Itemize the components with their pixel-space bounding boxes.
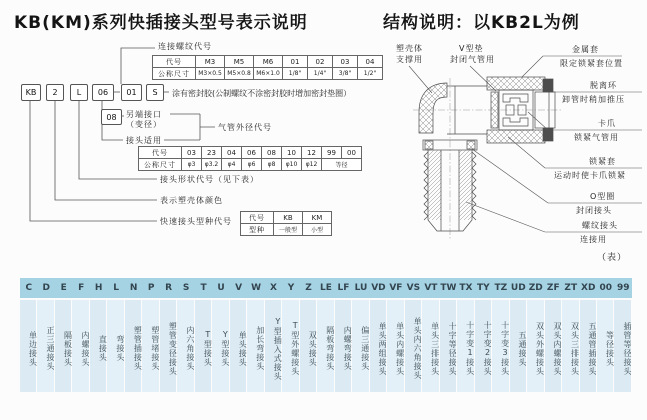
series-type-label: 快速接头型种代号 (160, 217, 232, 226)
type-code: KB (274, 212, 303, 224)
right-section-title: 结构说明：以KB2L为例 (383, 13, 580, 33)
shape-code-letter: S (182, 283, 190, 293)
shape-code-description: T型接头 (195, 300, 211, 392)
shape-code-letter: LF (337, 283, 350, 293)
shape-code-table (20, 278, 632, 392)
thread-code: M6 (254, 56, 283, 68)
thread-joint-label: 螺纹接头 (582, 221, 618, 230)
shape-code-description: 偏三通接头 (352, 300, 368, 392)
shape-code-letter: LU (354, 283, 368, 293)
tube-code: 06 (242, 147, 262, 159)
type-table-kind-header: 型种 (241, 224, 274, 236)
thread-size: M5×0.8 (225, 68, 254, 80)
shape-code-letter: VS (406, 283, 421, 293)
v-pad-shape (491, 92, 498, 128)
shape-code-description: 正三通接头 (37, 300, 53, 392)
seal-note: 涂有密封胶(公制螺纹不涂密封胶时增加密封垫圈） (172, 89, 352, 98)
thread-size: 1/8" (283, 68, 308, 80)
thread-size: 1/2" (358, 68, 383, 80)
shape-code-description: 十字等径接头 (440, 300, 456, 392)
shape-code-description: 单边接头 (20, 300, 36, 392)
shape-code-letter: V (235, 283, 243, 293)
thread-joint-desc: 连接用 (580, 235, 607, 244)
claw-desc: 锁紧气管用 (574, 133, 619, 142)
shape-code-description: 单头接头 (230, 300, 246, 392)
tube-od-label: 气管外径代号 (218, 123, 272, 132)
thread-code: 02 (308, 56, 333, 68)
shape-code-description: 双头外螺接头 (527, 300, 543, 392)
shape-code-letter: ZT (564, 283, 578, 293)
code-box-thread: 01 (121, 84, 142, 101)
tube-size: φ6 (242, 159, 262, 171)
shape-code-letter: R (165, 283, 173, 293)
shape-code-letter: E (60, 283, 67, 293)
shape-code-description: 加长弯接头 (247, 300, 263, 392)
shape-code-letter: Y (287, 283, 295, 293)
elbow-fitting-drawing (413, 77, 562, 240)
shape-code-description: 塑管堵接头 (142, 300, 158, 392)
metal-sleeve-bottom (487, 130, 545, 143)
tube-od-table (138, 146, 362, 171)
other-end-sub-label: （变径） (126, 120, 162, 129)
thread-size: 3/8" (333, 68, 358, 80)
shape-code-description: 单头两组接头 (370, 300, 386, 392)
shape-code-label: 接头形状代号（见下表） (160, 175, 259, 184)
shape-code-letter: F (78, 283, 85, 293)
type-kind: 一般型 (274, 224, 303, 236)
shape-code-description: 弯接头 (107, 300, 123, 392)
shape-code-letter: TW (440, 283, 457, 293)
shape-code-description: 内六角接头 (177, 300, 193, 392)
thread-table-header: 代号 (153, 56, 196, 68)
thread-size: M3×0.5 (196, 68, 225, 80)
shape-code-letter: VT (424, 283, 438, 293)
tube-size: φ8 (262, 159, 282, 171)
shape-code-description: Y型插入式接头 (265, 300, 281, 392)
shape-code-description: 单头内六角接头 (405, 300, 421, 392)
thread-size: 1/4" (308, 68, 333, 80)
shape-code-description: 塑管变径接头 (160, 300, 176, 392)
shape-code-body-row (20, 300, 632, 392)
code-box-color: 2 (46, 84, 64, 101)
shape-code-letter: L (113, 283, 120, 293)
thread-code: 01 (283, 56, 308, 68)
shape-code-description: 十字变1接头 (457, 300, 473, 392)
thread-size: M6×1.0 (254, 68, 283, 80)
shell-label: 塑壳体 (396, 44, 423, 53)
tube-code: 12 (302, 147, 322, 159)
tube-size: φ12 (302, 159, 322, 171)
shape-code-description: 双头三排接头 (562, 300, 578, 392)
release-ring-desc: 卸管时稍加推压 (562, 95, 625, 104)
tube-code: 04 (222, 147, 242, 159)
shape-code-letter: TX (459, 283, 473, 293)
shape-code-description: 内螺接头 (72, 300, 88, 392)
shape-code-letter: 00 (599, 283, 612, 293)
claw-bottom (503, 118, 528, 126)
shape-code-description: 双头内螺接头 (545, 300, 561, 392)
tube-code: 08 (262, 147, 282, 159)
shape-code-letter: ZD (528, 283, 543, 293)
other-end-label: 另端接口 (126, 110, 162, 119)
vpad-desc: 封闭气管用 (450, 55, 495, 64)
thread-zigzag-right (472, 152, 476, 220)
thread-code: M3 (196, 56, 225, 68)
release-ring-label: 脱离环 (590, 81, 617, 90)
shape-code-letter: T (200, 283, 207, 293)
lock-sleeve-label: 锁紧套 (589, 157, 616, 166)
code-box-seal: S (146, 84, 164, 101)
thread-zigzag-left (424, 152, 428, 220)
tube-size: φ10 (282, 159, 302, 171)
shape-code-description: Y型接头 (212, 300, 228, 392)
shape-code-letter: 99 (616, 283, 630, 293)
shape-code-description: 十字变3接头 (492, 300, 508, 392)
tube-code: 99 (322, 147, 342, 159)
code-box-shape: L (70, 84, 88, 101)
shell-desc: 支撑用 (396, 55, 423, 64)
shape-code-description: 单头三排接头 (422, 300, 438, 392)
shape-code-description: 隔板接头 (55, 300, 71, 392)
o-ring-right (467, 141, 475, 149)
shape-code-letter: UD (510, 283, 526, 293)
shape-code-description: 五通管插接头 (580, 300, 596, 392)
shape-code-letter: LE (320, 283, 332, 293)
thread-size-table (152, 55, 383, 80)
tube-size-equal: 等径 (322, 159, 362, 171)
tube-code: 10 (282, 147, 302, 159)
shape-code-letter: X (270, 283, 277, 293)
type-kind: 小型 (303, 224, 332, 236)
tube-size: φ3 (182, 159, 202, 171)
shell-color-label: 表示塑壳体颜色 (160, 196, 223, 205)
type-code: KM (303, 212, 332, 224)
table-note: （表） (597, 253, 628, 263)
shape-code-letter: VD (371, 283, 386, 293)
tube-table-size-header: 公称尺寸 (139, 159, 182, 171)
lock-sleeve-desc: 运动时使卡爪锁紧 (554, 171, 626, 180)
thread-code: M5 (225, 56, 254, 68)
tube-code: 00 (342, 147, 362, 159)
shape-code-description: 五通接头 (510, 300, 526, 392)
code-box-other-end: 08 (101, 109, 122, 125)
tube-table-header: 代号 (139, 147, 182, 159)
thread-table-size-header: 公称尺寸 (153, 68, 196, 80)
shape-code-letter: TZ (494, 283, 508, 293)
metal-sleeve-top (487, 77, 545, 90)
shape-code-letter: VF (389, 283, 403, 293)
shape-code-header-row (20, 278, 632, 298)
code-box-tube-od: 06 (92, 84, 114, 101)
shape-code-description: 等径接头 (597, 300, 613, 392)
shape-code-description: 双头接头 (300, 300, 316, 392)
metal-sleeve-label: 金属套 (572, 45, 599, 54)
claw-label: 卡爪 (598, 119, 616, 128)
shape-code-description: T型外螺接头 (282, 300, 298, 392)
o-ring-left (425, 141, 433, 149)
shape-code-letter: C (25, 283, 33, 293)
o-ring-desc: 封闭接头 (576, 206, 612, 215)
shape-code-letter: TY (477, 283, 490, 293)
shape-code-letter: Z (305, 283, 312, 293)
metal-sleeve-desc: 限定锁紧套位置 (560, 59, 623, 68)
shape-code-description: 内螺弯接头 (335, 300, 351, 392)
tube-code: 23 (202, 147, 222, 159)
tube-code: 03 (182, 147, 202, 159)
left-section-title: KB(KM)系列快插接头型号表示说明 (14, 13, 308, 33)
thread-code: 04 (358, 56, 383, 68)
shape-code-letter: W (251, 283, 261, 293)
shape-code-letter: ZF (546, 283, 560, 293)
type-table-header: 代号 (241, 212, 274, 224)
code-box-series: KB (21, 84, 41, 101)
thread-code-label: 连接螺纹代号 (158, 42, 212, 51)
plastic-shell-shape (419, 83, 447, 133)
vpad-label: V型垫 (459, 44, 484, 53)
o-ring-label: O型圈 (590, 192, 616, 201)
release-ring-flange-top (543, 79, 553, 92)
claw-top (503, 94, 528, 102)
shape-code-description: 直接头 (90, 300, 106, 392)
series-type-table (240, 211, 332, 236)
shape-code-description: 塑管插接头 (125, 300, 141, 392)
shape-code-description: 十字变2接头 (475, 300, 491, 392)
shape-code-description: 单头内螺接头 (387, 300, 403, 392)
shape-code-letter: H (94, 283, 103, 293)
thread-code: 03 (333, 56, 358, 68)
shape-code-letter: P (147, 283, 155, 293)
tube-size: φ4 (222, 159, 242, 171)
shape-code-description: 插管等径接头 (614, 300, 630, 392)
shape-code-letter: XD (581, 283, 596, 293)
shape-code-letter: D (42, 283, 50, 293)
shape-code-letter: N (129, 283, 138, 293)
fit-label: 接头适用 (126, 136, 162, 145)
shape-code-letter: U (217, 283, 225, 293)
tube-size: φ3.2 (202, 159, 222, 171)
shape-code-description: 隔板弯接头 (317, 300, 333, 392)
